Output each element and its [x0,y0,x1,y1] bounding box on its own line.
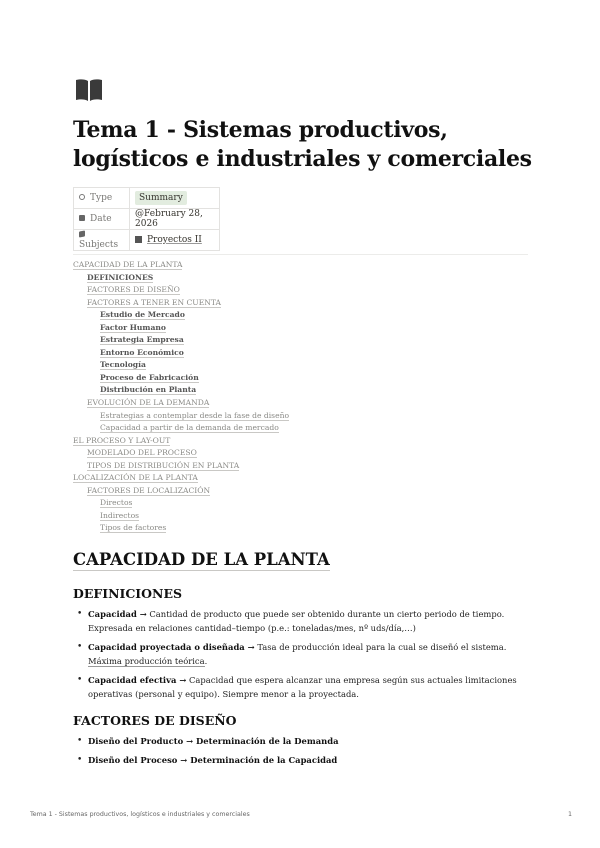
page-title: Tema 1 - Sistemas productivos, logísticos e industriales y comerciales [73,117,532,172]
circle-dot-icon [79,194,85,200]
toc-item[interactable]: TIPOS DE DISTRIBUCIÓN EN PLANTA [87,460,240,470]
toc-item[interactable]: FACTORES DE LOCALIZACIÓN [87,485,211,495]
property-key: Type [90,192,113,203]
property-row-date [74,208,220,229]
divider [73,254,528,255]
toc-item[interactable]: Estudio de Mercado [100,310,185,320]
toc-item[interactable]: LOCALIZACIÓN DE LA PLANTA [73,473,198,483]
list-item: • Diseño del Producto → Determinación de la Demanda [73,734,533,748]
subsection-heading: DEFINICIONES [73,586,183,601]
toc-item[interactable]: FACTORES DE DISEÑO [87,285,180,295]
toc-item[interactable]: Factor Humano [100,322,166,332]
property-row-type [74,188,220,209]
calendar-icon [79,215,85,221]
toc-item[interactable]: Indirectos [100,510,140,520]
list-item: • Diseño del Proceso → Determinación de la Capacidad [73,753,533,767]
subject-link[interactable]: Proyectos II [147,234,202,245]
design-factors-list [73,734,533,772]
toc-item[interactable]: Capacidad a partir de la demanda de mercado [100,423,279,433]
footer-title: Tema 1 - Sistemas productivos, logísticos e industriales y comerciales [30,811,250,818]
subsection-heading: FACTORES DE DISEÑO [73,713,237,728]
list-item: • Capacidad proyectada o diseñada → Tasa de producción ideal para la cual se diseñó el sistema. Máxima producción teórica. [73,640,533,668]
table-of-contents [73,259,528,535]
property-row-subjects [74,229,220,250]
toc-item[interactable]: MODELADO DEL PROCESO [87,448,197,458]
toc-item[interactable]: Directos [100,498,133,508]
relation-icon [79,230,85,237]
toc-item[interactable]: Entorno Económico [100,347,184,357]
toc-item[interactable]: CAPACIDAD DE LA PLANTA [73,260,183,269]
toc-item[interactable]: EVOLUCIÓN DE LA DEMANDA [87,398,210,408]
page-number: 1 [567,811,572,818]
definitions-list [73,607,533,706]
date-value: @February 28, 2026 [135,208,203,229]
toc-item[interactable]: DEFINICIONES [87,272,154,282]
type-tag[interactable]: Summary [135,191,187,205]
toc-item[interactable]: Tecnología [100,360,146,370]
page-footer [30,811,572,818]
list-item: • Capacidad → Cantidad de producto que puede ser obtenido durante un cierto periodo de tiempo. Expresada en relaciones cantidad–tiempo (p.e.: toneladas/mes, nº uds/día,…) [73,607,533,635]
property-key: Subjects [79,239,119,250]
toc-item[interactable]: FACTORES A TENER EN CUENTA [87,297,222,307]
properties-table [73,187,220,251]
toc-item[interactable]: Tipos de factores [100,523,167,533]
toc-item[interactable]: Distribución en Planta [100,385,197,395]
property-key: Date [90,213,112,224]
page-link-icon [135,236,142,243]
list-item: • Capacidad efectiva → Capacidad que espera alcanzar una empresa según sus actuales limitaciones operativas (personal y equipo). Siempre menor a la proyectada. [73,673,533,701]
open-book-icon [75,78,103,102]
section-heading: CAPACIDAD DE LA PLANTA [73,550,330,569]
toc-item[interactable]: Estrategias a contemplar desde la fase de diseño [100,410,290,420]
toc-item[interactable]: Estrategia Empresa [100,335,184,345]
toc-item[interactable]: EL PROCESO Y LAY-OUT [73,435,171,445]
toc-item[interactable]: Proceso de Fabricación [100,372,199,382]
